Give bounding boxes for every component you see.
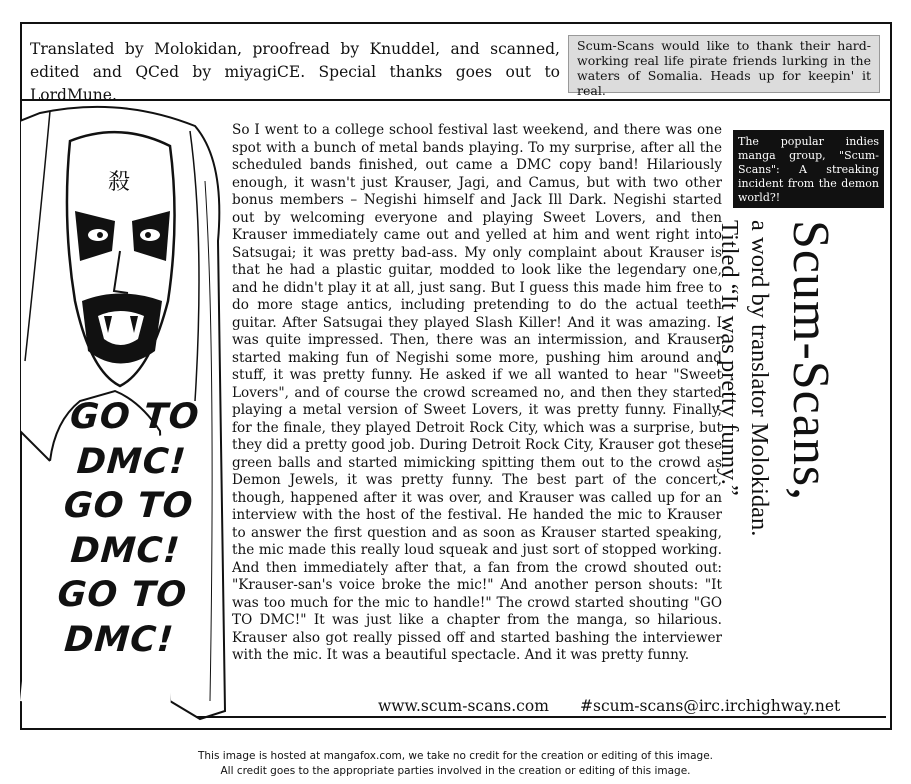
credits-text: Translated by Molokidan, proofread by Knuddel, and scanned, edited and QCed by miyagiCE. Special thanks goes out to LordMune. — [30, 40, 560, 104]
irc-channel[interactable]: #scum-scans@irc.irchighway.net — [580, 697, 841, 715]
shout-line: DMC! — [63, 619, 176, 660]
website-link[interactable]: www.scum-scans.com — [378, 697, 549, 715]
footer-divider — [196, 716, 886, 718]
shout-line: GO TO — [62, 486, 195, 526]
vertical-titled: Titled “It was pretty funny.” — [716, 220, 743, 496]
article-body: So I went to a college school festival last weekend, and there was one spot with a bunch of metal bands playing. To my surprise, after all the scheduled bands finished, out came a DMC copy band! Hilariously enough, it wasn't just Krauser, Jagi, and Camus, but with two other bonus members – Negishi himself and Jack Ill Dark. Negishi started out by welcoming everyone and playing Sweet Lovers, and then Krauser immediately came out and yelled at him and went right into Satsugai; it was pretty bad-ass. My only complaint about Krauser is that he had a plastic guitar, modded to look like the legendary one, and he didn't play it at all, just sang. But I guess this made him free to do more stage antics, including pretending to do the actual teeth guitar. After Satsugai they played Slash Killer! And it was amazing. I was quite impressed. Then, there was an intermission, and Krauser started making fun of Negishi some more, pushing him around and stuff, it was pretty funny. He asked if we all wanted to hear "Sweet Lovers", and of course the crowd screamed no, and then they started playing a metal version of Sweet Lovers, it was pretty funny. Finally, for the finale, they played Detroit Rock City, which was a surprise, but they did a pretty good job. During Detroit Rock City, Krauser got these green balls and started mimicking spitting them out to the crowd as Demon Jewels, it was pretty funny. The best part of the concert, though, happened after it was over, and Krauser was called up for an interview with the host of the festival. He handed the mic to Krauser to answer the first question and as soon as Krauser started speaking, the mic made this really loud squeak and just sort of stopped working. And then immediately after that, a fan from the crowd shouted out: "Krauser-san's voice broke the mic!" And another person shouts: "It was too much for the mic to handle!" The crowd started shouting "GO TO DMC!" It was just like a chapter from the manga, so hilarious. Krauser also got really pissed off and started bashing the interviewer with the mic. It was a beautiful spectacle. And it was pretty funny. — [232, 122, 722, 663]
teaser-box: The popular indies manga group, "Scum-Scans": A streaking incident from the demon world?! — [733, 130, 884, 208]
shout-line: GO TO — [56, 575, 189, 615]
go-to-dmc-shout — [23, 395, 232, 662]
shout-line: GO TO — [68, 397, 201, 437]
disclaimer-line: All credit goes to the appropriate parties involved in the creation or editing of this image. — [220, 765, 691, 777]
thanks-note: Scum-Scans would like to thank their hard-working real life pirate friends lurking in the waters of Somalia. Heads up for keepin' it real. — [568, 35, 880, 93]
shout-line: DMC! — [75, 441, 188, 482]
vertical-subtitle: a word by translator Molokidan. — [746, 220, 773, 537]
svg-text:殺: 殺 — [108, 170, 131, 195]
hosting-disclaimer — [0, 749, 911, 779]
disclaimer-line: This image is hosted at mangafox.com, we take no credit for the creation or editing of this image. — [197, 750, 714, 762]
shout-line: DMC! — [69, 530, 182, 571]
vertical-title: Scum-Scans, — [782, 220, 839, 502]
